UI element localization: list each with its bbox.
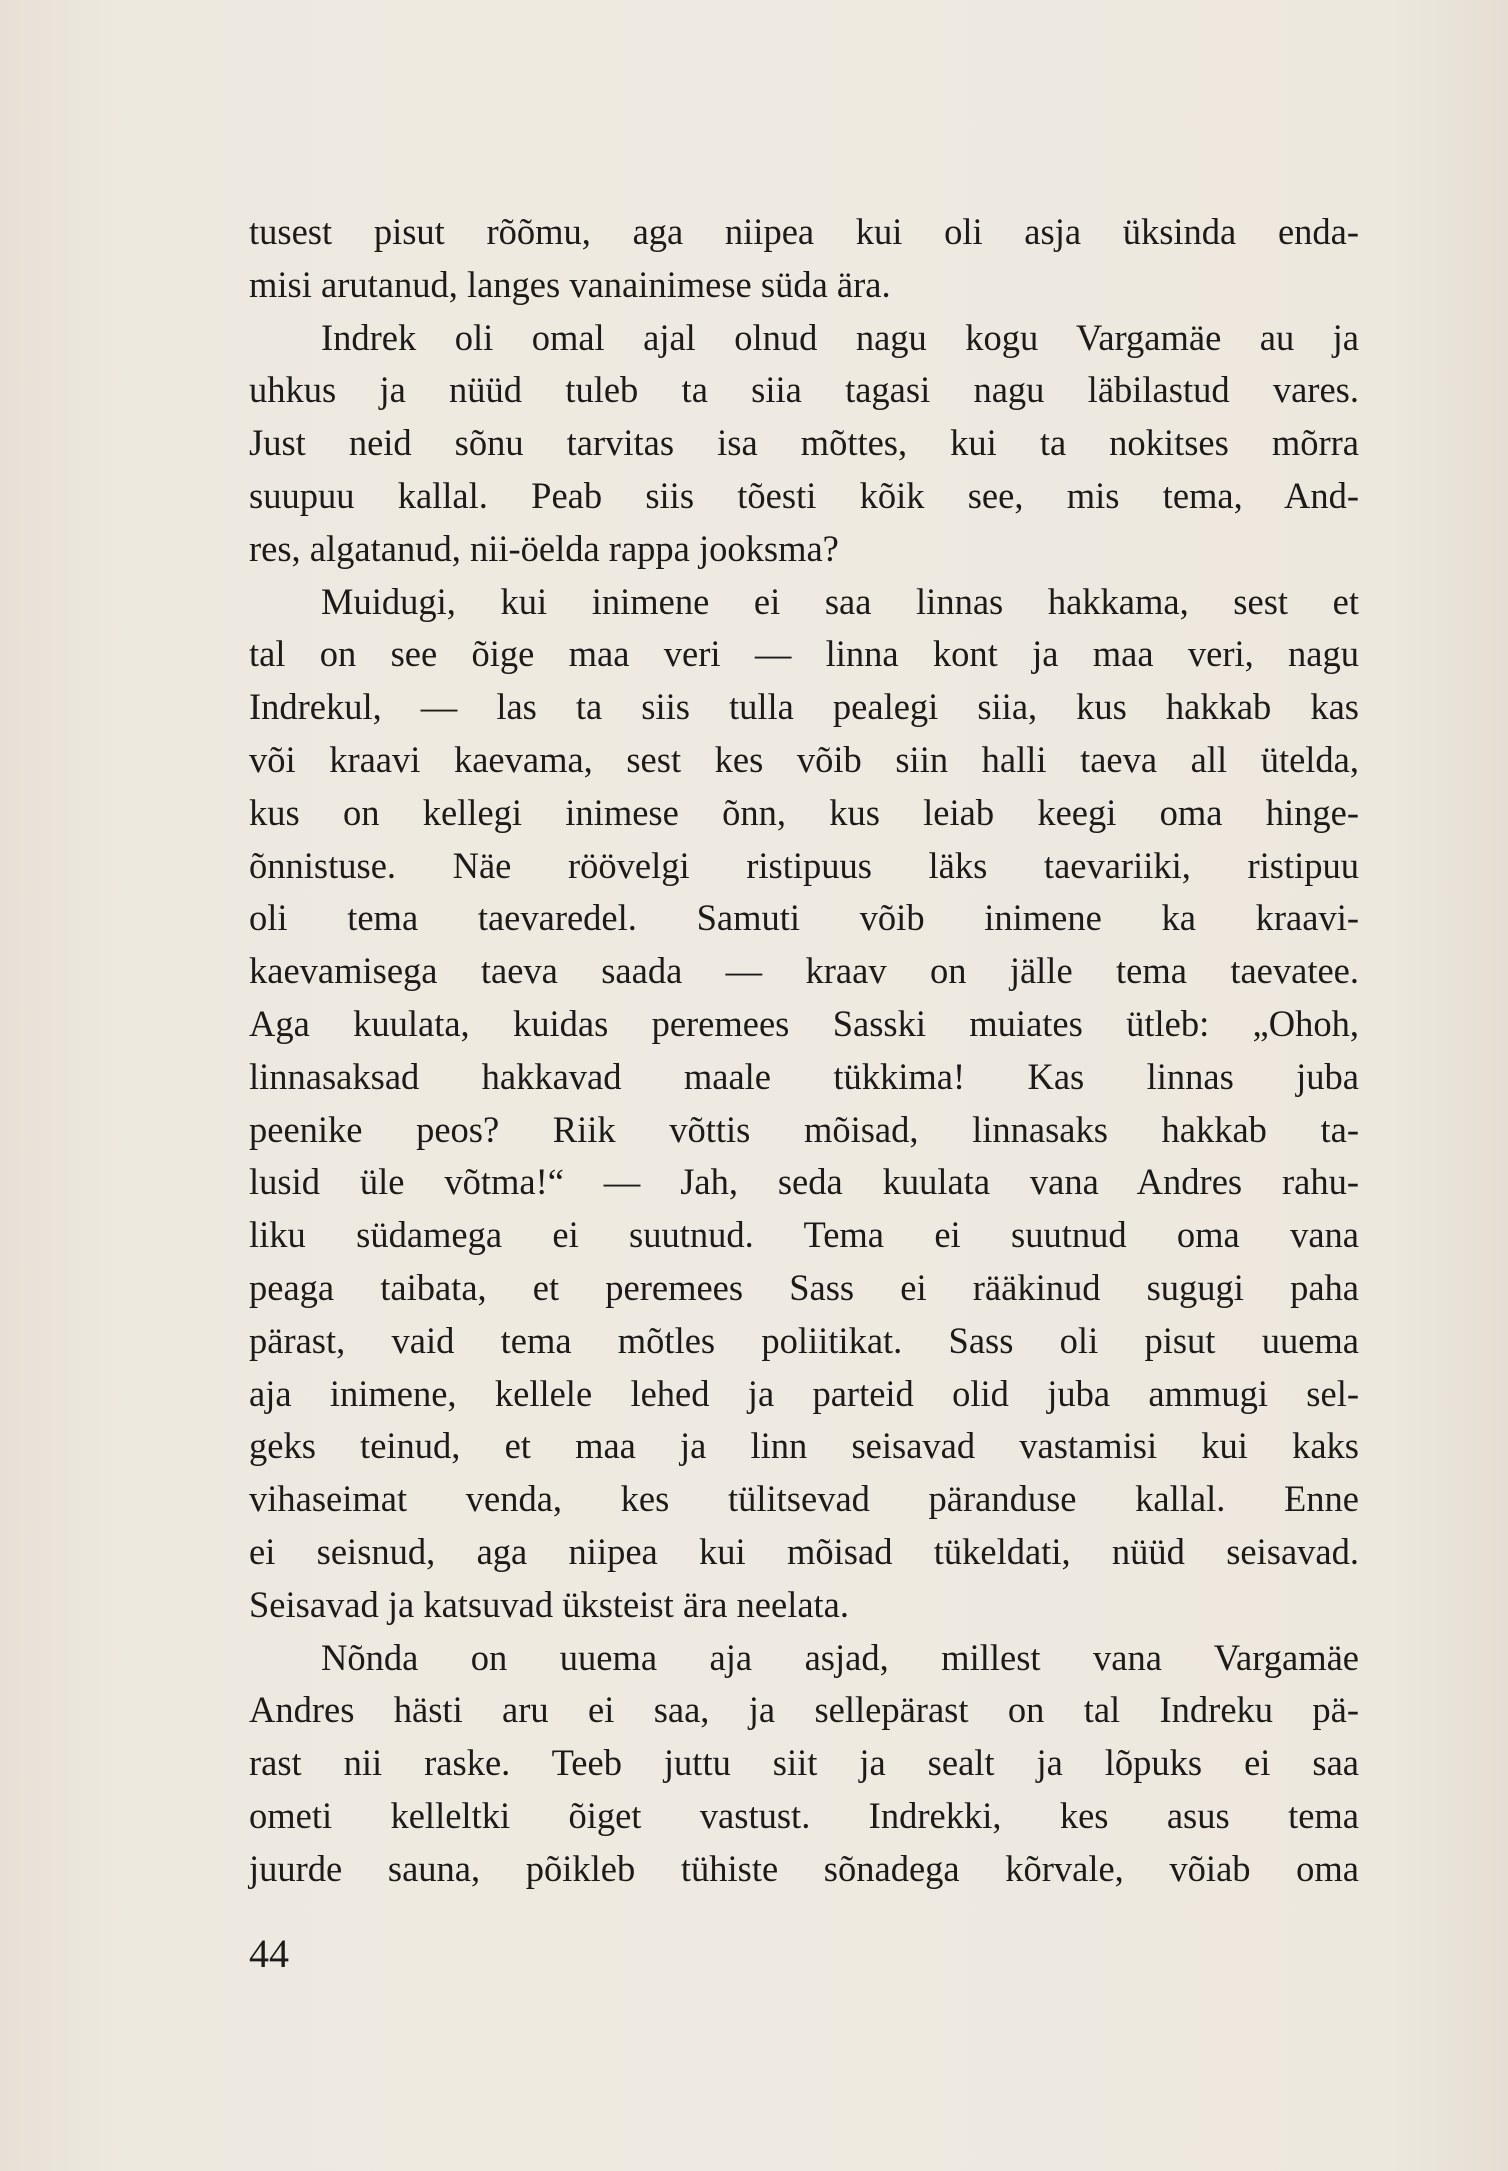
text-line: kus on kellegi inimese õnn, kus leiab keegi oma hinge- [249, 791, 1359, 833]
text-line: oli tema taevaredel. Samuti võib inimene ka kraavi- [249, 897, 1359, 939]
text-line: juurde sauna, põikleb tühiste sõnadega kõrvale, võiab oma [249, 1847, 1359, 1889]
text-line: suupuu kallal. Peab siis tõesti kõik see, mis tema, And- [249, 474, 1359, 516]
text-line: kaevamisega taeva saada — kraav on jälle tema taevatee. [249, 950, 1359, 992]
text-line: Aga kuulata, kuidas peremees Sasski muiates ütleb: „Ohoh, [249, 1002, 1359, 1044]
text-line: res, algatanud, nii-öelda rappa jooksma? [249, 527, 839, 569]
text-line: uhkus ja nüüd tuleb ta siia tagasi nagu läbilastud vares. [249, 369, 1359, 411]
text-line: Seisavad ja katsuvad üksteist ära neelata. [249, 1583, 850, 1625]
text-line: Indrekul, — las ta siis tulla pealegi siia, kus hakkab kas [249, 686, 1359, 728]
body-text [249, 206, 1359, 1896]
text-line: tusest pisut rõõmu, aga niipea kui oli asja üksinda enda- [249, 211, 1359, 252]
text-line: peenike peos? Riik võttis mõisad, linnasaks hakkab ta- [249, 1108, 1359, 1150]
text-line: peaga taibata, et peremees Sass ei rääkinud sugugi paha [249, 1266, 1359, 1308]
text-line: ei seisnud, aga niipea kui mõisad tükeldati, nüüd seisavad. [249, 1530, 1359, 1572]
text-line: rast nii raske. Teeb juttu siit ja sealt ja lõpuks ei saa [249, 1742, 1359, 1784]
page-number: 44 [249, 1931, 289, 1976]
text-line: õnnistuse. Näe röövelgi ristipuus läks taevariiki, ristipuu [249, 844, 1359, 886]
text-line: vihaseimat venda, kes tülitsevad päranduse kallal. Enne [249, 1478, 1359, 1520]
text-line: geks teinud, et maa ja linn seisavad vastamisi kui kaks [249, 1425, 1359, 1467]
text-line: Indrek oli omal ajal olnud nagu kogu Vargamäe au ja [321, 316, 1359, 358]
text-line: või kraavi kaevama, sest kes võib siin halli taeva all ütelda, [249, 738, 1359, 780]
text-line: lusid üle võtma!“ — Jah, seda kuulata vana Andres rahu- [249, 1161, 1359, 1203]
text-line: liku südamega ei suutnud. Tema ei suutnud oma vana [249, 1214, 1359, 1256]
text-line: Just neid sõnu tarvitas isa mõttes, kui ta nokitses mõrra [249, 422, 1359, 464]
text-line: Muidugi, kui inimene ei saa linnas hakkama, sest et [321, 580, 1359, 622]
text-line: tal on see õige maa veri — linna kont ja maa veri, nagu [249, 633, 1359, 675]
text-line: Nõnda on uuema aja asjad, millest vana Vargamäe [321, 1636, 1359, 1678]
text-line: pärast, vaid tema mõtles poliitikat. Sass oli pisut uuema [249, 1319, 1359, 1361]
text-line: ometi kelleltki õiget vastust. Indrekki, kes asus tema [249, 1794, 1359, 1836]
text-line: linnasaksad hakkavad maale tükkima! Kas linnas juba [249, 1055, 1359, 1097]
text-line: aja inimene, kellele lehed ja parteid olid juba ammugi sel- [249, 1372, 1359, 1414]
text-line: misi arutanud, langes vanainimese süda ära. [249, 263, 891, 305]
text-line: Andres hästi aru ei saa, ja sellepärast on tal Indreku pä- [249, 1689, 1359, 1731]
